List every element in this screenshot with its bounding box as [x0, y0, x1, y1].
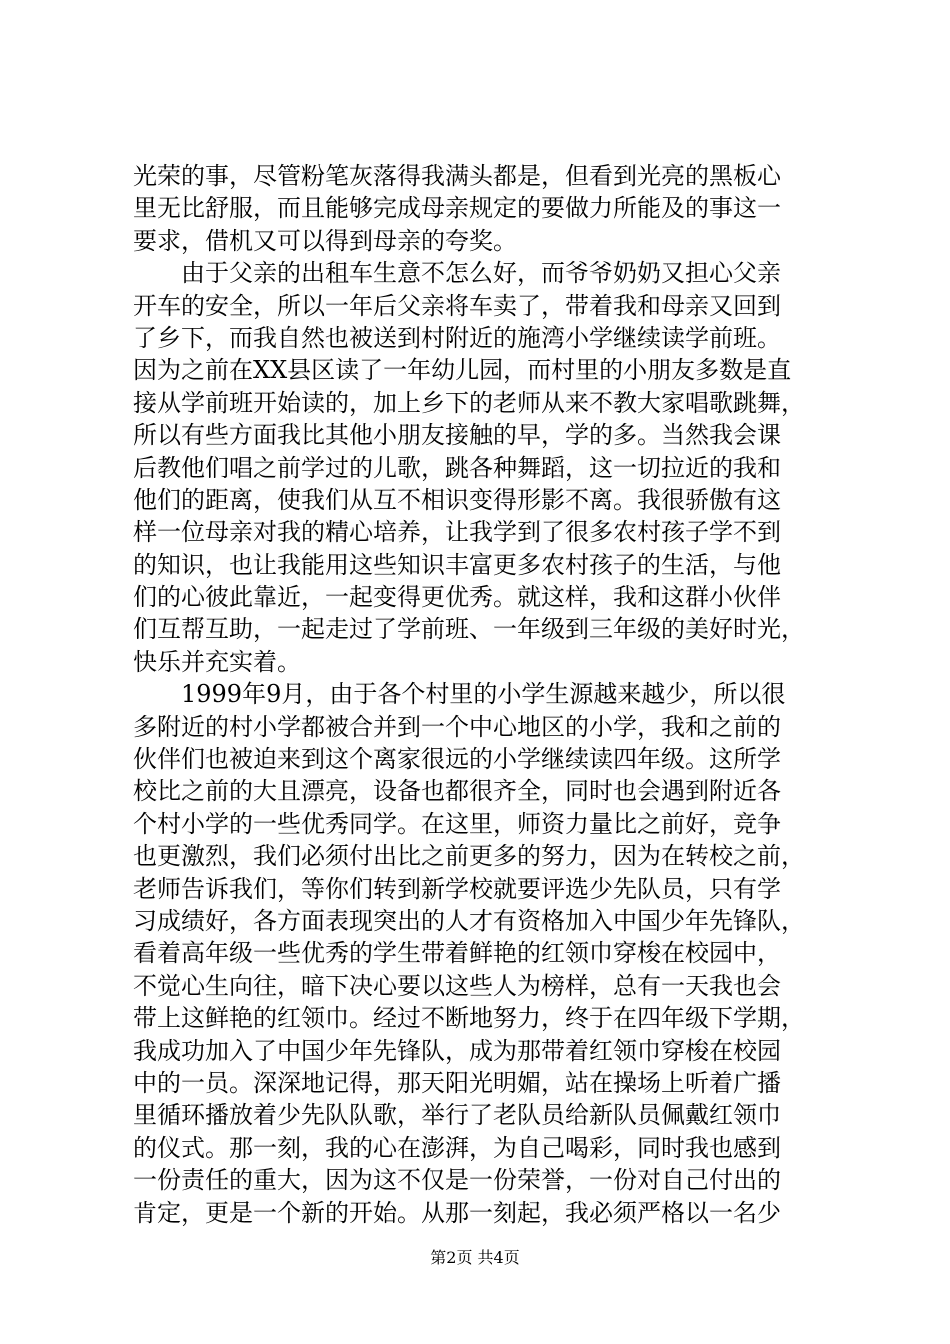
body-text — [133, 160, 823, 1229]
text-line: 1999年9月，由于各个村里的小学生源越来越少，所以很 — [133, 680, 786, 709]
text-line: 样一位母亲对我的精心培养，让我学到了很多农村孩子学不到 — [133, 518, 781, 547]
text-line: 由于父亲的出租车生意不怎么好，而爷爷奶奶又担心父亲 — [133, 259, 781, 288]
text-line: 光荣的事，尽管粉笔灰落得我满头都是，但看到光亮的黑板心 — [133, 162, 781, 190]
text-line: 要求，借机又可以得到母亲的夸奖。 — [133, 226, 517, 255]
text-line: 里循环播放着少先队队歌，举行了老队员给新队员佩戴红领巾 — [133, 1101, 781, 1130]
text-line: 看着高年级一些优秀的学生带着鲜艳的红领巾穿梭在校园中， — [133, 939, 781, 968]
text-line: 因为之前在XX县区读了一年幼儿园，而村里的小朋友多数是直 — [133, 356, 792, 385]
text-line: 多附近的村小学都被合并到一个中心地区的小学，我和之前的 — [133, 712, 781, 741]
text-line: 里无比舒服，而且能够完成母亲规定的要做力所能及的事这一 — [133, 194, 781, 223]
text-line: 个村小学的一些优秀同学。在这里，师资力量比之前好，竞争 — [133, 809, 781, 838]
text-line: 所以有些方面我比其他小朋友接触的早，学的多。当然我会课 — [133, 421, 781, 450]
text-line: 了乡下，而我自然也被送到村附近的施湾小学继续读学前班。 — [133, 323, 781, 352]
text-line: 快乐并充实着。 — [133, 647, 301, 676]
text-line: 们互帮互助，一起走过了学前班、一年级到三年级的美好时光， — [133, 615, 805, 644]
text-line: 不觉心生向往，暗下决心要以这些人为榜样，总有一天我也会 — [133, 971, 781, 1000]
text-line: 接从学前班开始读的，加上乡下的老师从来不教大家唱歌跳舞， — [133, 388, 805, 417]
page-footer: 第2页 共4页 — [430, 1248, 520, 1267]
text-line: 的知识，也让我能用这些知识丰富更多农村孩子的生活，与他 — [133, 550, 781, 579]
text-line: 他们的距离，使我们从互不相识变得形影不离。我很骄傲有这 — [133, 485, 781, 514]
text-line: 中的一员。深深地记得，那天阳光明媚，站在操场上听着广播 — [133, 1068, 781, 1097]
text-line: 后教他们唱之前学过的儿歌，跳各种舞蹈，这一切拉近的我和 — [133, 453, 781, 482]
text-line: 开车的安全，所以一年后父亲将车卖了，带着我和母亲又回到 — [133, 291, 781, 320]
text-line: 校比之前的大且漂亮，设备也都很齐全，同时也会遇到附近各 — [133, 777, 781, 806]
text-line: 我成功加入了中国少年先锋队，成为那带着红领巾穿梭在校园 — [133, 1036, 781, 1065]
text-line: 一份责任的重大，因为这不仅是一份荣誉，一份对自己付出的 — [133, 1166, 781, 1195]
text-line: 伙伴们也被迫来到这个离家很远的小学继续读四年级。这所学 — [133, 745, 781, 774]
text-line: 老师告诉我们，等你们转到新学校就要评选少先队员，只有学 — [133, 874, 781, 903]
text-line: 们的心彼此靠近，一起变得更优秀。就这样，我和这群小伙伴 — [133, 583, 781, 612]
text-line: 带上这鲜艳的红领巾。经过不断地努力，终于在四年级下学期， — [133, 1004, 805, 1033]
text-line: 也更激烈，我们必须付出比之前更多的努力，因为在转校之前， — [133, 842, 805, 871]
text-line: 习成绩好，各方面表现突出的人才有资格加入中国少年先锋队， — [133, 906, 805, 935]
text-line: 的仪式。那一刻，我的心在澎湃，为自己喝彩，同时我也感到 — [133, 1133, 781, 1162]
text-line: 肯定，更是一个新的开始。从那一刻起，我必须严格以一名少 — [133, 1198, 781, 1227]
